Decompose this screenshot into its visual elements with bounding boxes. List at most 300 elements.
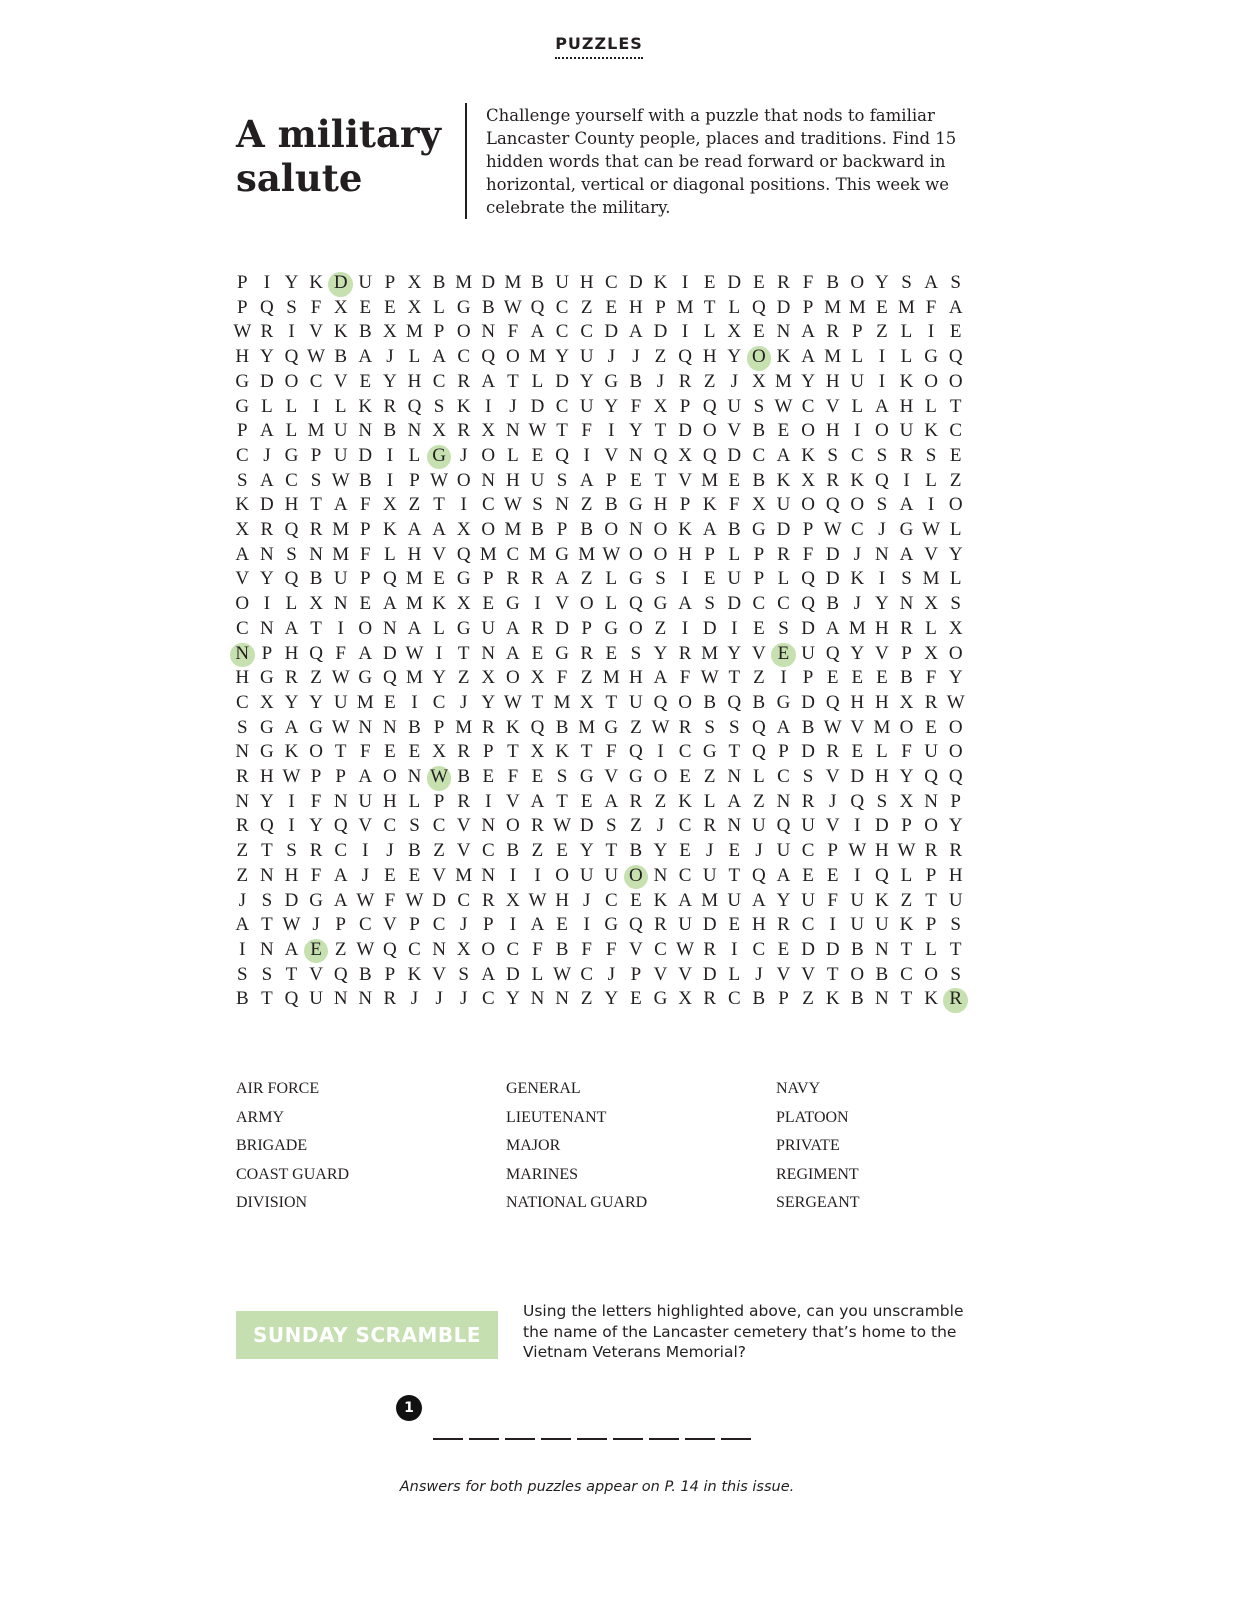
grid-letter: P bbox=[679, 494, 691, 516]
grid-letter: A bbox=[432, 519, 446, 540]
grid-letter: E bbox=[679, 766, 691, 787]
grid-letter: N bbox=[481, 321, 496, 343]
grid-letter: V bbox=[456, 840, 471, 862]
grid-letter: S bbox=[556, 469, 568, 491]
grid-letter: B bbox=[850, 988, 864, 1010]
grid-letter: D bbox=[702, 617, 717, 639]
grid-letter: C bbox=[432, 815, 446, 837]
grid-letter: O bbox=[924, 370, 938, 392]
grid-letter: H bbox=[875, 840, 889, 862]
grid-letter: T bbox=[334, 741, 347, 763]
grid-letter: D bbox=[702, 963, 717, 985]
grid-letter: L bbox=[728, 963, 741, 985]
grid-letter: Y bbox=[260, 346, 274, 368]
grid-letter: X bbox=[727, 321, 742, 343]
grid-letter: A bbox=[653, 667, 668, 689]
grid-letter: A bbox=[432, 346, 446, 368]
grid-letter: N bbox=[260, 938, 274, 960]
grid-letter: L bbox=[925, 617, 937, 639]
grid-letter: E bbox=[408, 741, 421, 763]
grid-letter: D bbox=[358, 444, 373, 466]
grid-letter: T bbox=[261, 840, 273, 862]
grid-letter: I bbox=[731, 617, 738, 639]
grid-letter: Q bbox=[260, 815, 274, 837]
grid-letter: O bbox=[948, 741, 963, 763]
grid-letter: R bbox=[678, 642, 692, 664]
grid-letter: P bbox=[950, 790, 961, 812]
grid-letter: O bbox=[629, 543, 643, 565]
grid-letter: I bbox=[263, 272, 271, 293]
word-list-column-1 bbox=[236, 1075, 349, 1218]
grid-letter: A bbox=[604, 790, 619, 812]
grid-letter: B bbox=[358, 963, 372, 985]
grid-letter: A bbox=[333, 494, 348, 516]
grid-letter: T bbox=[654, 469, 667, 491]
grid-letter: M bbox=[848, 617, 866, 639]
grid-letter: S bbox=[802, 766, 814, 787]
grid-letter: S bbox=[286, 840, 297, 862]
grid-letter: L bbox=[334, 395, 347, 417]
grid-letter: Z bbox=[531, 840, 544, 862]
grid-letter: E bbox=[630, 469, 642, 491]
grid-letter: Y bbox=[875, 272, 889, 293]
grid-letter: N bbox=[776, 790, 791, 812]
grid-letter: I bbox=[288, 815, 295, 837]
answer-blank[interactable] bbox=[541, 1438, 571, 1440]
answer-blank[interactable] bbox=[649, 1438, 679, 1440]
grid-letter: U bbox=[358, 790, 373, 812]
grid-letter: S bbox=[655, 568, 666, 590]
grid-letter: B bbox=[408, 840, 421, 862]
grid-letter: G bbox=[284, 444, 299, 466]
grid-letter: S bbox=[704, 716, 715, 738]
grid-letter: J bbox=[582, 889, 591, 911]
grid-letter: S bbox=[261, 889, 273, 911]
grid-letter: T bbox=[556, 420, 568, 442]
grid-letter: S bbox=[237, 469, 248, 491]
grid-letter: Z bbox=[457, 667, 470, 689]
grid-letter: Z bbox=[753, 790, 765, 812]
grid-letter: U bbox=[702, 864, 717, 886]
grid-letter: P bbox=[409, 914, 420, 936]
grid-letter: E bbox=[876, 296, 888, 318]
grid-letter: W bbox=[602, 543, 621, 565]
grid-letter: I bbox=[460, 494, 467, 516]
grid-letter: I bbox=[878, 370, 886, 392]
intro-text: Challenge yourself with a puzzle that nods to familiar Lancaster County people, places and traditions. Find 15 hidden words that can be read forward or backward in horizontal, vertical or diagonal positions. This week we celebrate the military. bbox=[486, 106, 957, 217]
answer-blank[interactable] bbox=[613, 1438, 643, 1440]
answer-blank[interactable] bbox=[505, 1438, 535, 1440]
grid-letter: V bbox=[629, 938, 643, 960]
grid-letter: I bbox=[731, 938, 738, 960]
grid-letter: Q bbox=[727, 691, 742, 713]
grid-letter: Y bbox=[284, 272, 299, 293]
grid-letter: S bbox=[753, 395, 765, 417]
grid-letter: Z bbox=[703, 370, 716, 392]
grid-letter: Q bbox=[801, 568, 815, 590]
grid-letter: C bbox=[604, 272, 618, 293]
grid-letter: D bbox=[776, 519, 791, 540]
grid-letter: K bbox=[776, 469, 791, 491]
grid-letter: A bbox=[899, 494, 914, 516]
grid-letter: N bbox=[899, 593, 914, 615]
grid-letter: U bbox=[579, 395, 594, 417]
grid-letter: M bbox=[873, 716, 891, 738]
grid-letter: Q bbox=[481, 346, 496, 368]
grid-letter: C bbox=[604, 889, 618, 911]
grid-letter: J bbox=[828, 790, 837, 812]
grid-letter: T bbox=[310, 494, 322, 516]
grid-letter: R bbox=[777, 543, 790, 565]
grid-letter: O bbox=[924, 815, 938, 837]
grid-letter: E bbox=[949, 444, 962, 466]
grid-letter: I bbox=[583, 444, 590, 466]
grid-letter: J bbox=[459, 988, 468, 1010]
grid-letter: M bbox=[504, 272, 522, 293]
grid-letter: U bbox=[727, 395, 742, 417]
grid-letter: C bbox=[285, 469, 298, 491]
grid-letter: U bbox=[629, 691, 643, 713]
grid-letter: J bbox=[386, 840, 394, 862]
grid-letter: L bbox=[777, 568, 790, 590]
grid-letter: L bbox=[408, 790, 421, 812]
grid-letter: V bbox=[604, 766, 619, 787]
grid-letter: N bbox=[407, 420, 422, 442]
grid-letter: V bbox=[506, 790, 520, 812]
grid-letter: O bbox=[850, 494, 865, 516]
grid-letter: P bbox=[802, 667, 814, 689]
grid-letter: R bbox=[481, 716, 495, 738]
grid-letter: F bbox=[335, 642, 346, 664]
grid-letter: G bbox=[776, 691, 791, 713]
grid-letter: G bbox=[604, 716, 619, 738]
grid-letter: V bbox=[678, 469, 692, 491]
grid-letter: R bbox=[678, 716, 692, 738]
grid-letter: J bbox=[509, 395, 517, 417]
grid-letter: J bbox=[853, 593, 861, 615]
grid-letter: Z bbox=[630, 815, 642, 837]
grid-letter: F bbox=[384, 889, 396, 911]
grid-letter: F bbox=[802, 543, 814, 565]
grid-letter: G bbox=[555, 543, 569, 565]
answer-blank[interactable] bbox=[469, 1438, 499, 1440]
grid-letter: F bbox=[360, 543, 371, 565]
grid-letter: I bbox=[534, 593, 541, 615]
grid-letter: T bbox=[605, 691, 618, 713]
grid-letter: R bbox=[309, 840, 323, 862]
grid-letter: K bbox=[407, 963, 422, 985]
grid-letter: P bbox=[409, 469, 420, 491]
grid-letter: Q bbox=[752, 296, 766, 318]
grid-letter: A bbox=[579, 469, 594, 491]
grid-letter: P bbox=[581, 617, 592, 639]
grid-letter: X bbox=[899, 790, 914, 812]
grid-letter: X bbox=[579, 691, 594, 713]
grid-letter: T bbox=[580, 741, 593, 763]
grid-letter: P bbox=[433, 790, 445, 812]
word-list-item: PRIVATE bbox=[776, 1137, 840, 1154]
word-list-column-2 bbox=[506, 1075, 647, 1218]
grid-letter: B bbox=[531, 272, 544, 293]
grid-letter: S bbox=[409, 815, 420, 837]
grid-letter: B bbox=[752, 988, 766, 1010]
grid-letter: R bbox=[260, 321, 274, 343]
grid-letter: O bbox=[629, 617, 643, 639]
grid-letter: P bbox=[827, 840, 838, 862]
grid-letter: X bbox=[678, 444, 692, 466]
grid-letter: D bbox=[629, 272, 643, 293]
grid-letter: A bbox=[530, 914, 545, 936]
grid-letter: G bbox=[653, 988, 668, 1010]
word-list-item: MAJOR bbox=[506, 1137, 561, 1154]
answer-blank[interactable] bbox=[721, 1438, 751, 1440]
grid-letter: E bbox=[851, 741, 864, 763]
grid-letter: J bbox=[263, 444, 271, 466]
grid-letter: E bbox=[802, 864, 814, 886]
grid-letter: T bbox=[949, 395, 962, 417]
grid-letter: W bbox=[946, 691, 965, 713]
grid-letter: N bbox=[358, 420, 373, 442]
grid-letter-highlighted: O bbox=[624, 865, 649, 890]
grid-letter: B bbox=[752, 420, 766, 442]
grid-letter: U bbox=[875, 914, 889, 936]
grid-letter: S bbox=[729, 716, 740, 738]
grid-letter: V bbox=[875, 642, 889, 664]
grid-letter: J bbox=[410, 988, 419, 1010]
grid-letter: K bbox=[924, 988, 938, 1010]
grid-letter: F bbox=[532, 938, 543, 960]
grid-letter: D bbox=[825, 938, 840, 960]
grid-letter: P bbox=[237, 420, 248, 442]
grid-letter: N bbox=[235, 790, 250, 812]
grid-letter: C bbox=[949, 420, 963, 442]
grid-letter: C bbox=[678, 815, 692, 837]
grid-letter: I bbox=[681, 272, 689, 293]
grid-letter: W bbox=[233, 321, 252, 343]
grid-letter: N bbox=[333, 790, 348, 812]
grid-letter: K bbox=[678, 790, 692, 812]
grid-letter: O bbox=[555, 864, 569, 886]
grid-letter: K bbox=[653, 272, 668, 293]
grid-letter: R bbox=[801, 790, 815, 812]
grid-letter: I bbox=[386, 444, 394, 466]
grid-letter: U bbox=[309, 988, 323, 1010]
grid-letter: W bbox=[528, 420, 547, 442]
grid-letter: D bbox=[801, 741, 815, 763]
grid-letter: I bbox=[780, 667, 787, 689]
grid-letter: B bbox=[334, 346, 348, 368]
grid-letter: N bbox=[333, 593, 348, 615]
grid-letter: Y bbox=[653, 840, 668, 862]
grid-letter: V bbox=[333, 370, 348, 392]
grid-letter: O bbox=[801, 420, 815, 442]
grid-letter: I bbox=[534, 864, 541, 886]
grid-letter: R bbox=[457, 420, 471, 442]
grid-letter: U bbox=[776, 494, 791, 516]
grid-letter: Y bbox=[948, 815, 963, 837]
grid-letter: M bbox=[479, 543, 497, 565]
grid-letter: Q bbox=[555, 444, 569, 466]
grid-letter: Y bbox=[506, 988, 520, 1010]
grid-letter: B bbox=[408, 716, 421, 738]
grid-letter: Q bbox=[456, 543, 471, 565]
grid-letter: I bbox=[485, 790, 492, 812]
grid-letter: U bbox=[948, 889, 963, 911]
grid-letter: C bbox=[555, 296, 569, 318]
grid-letter: P bbox=[483, 914, 494, 936]
grid-letter: G bbox=[260, 741, 274, 763]
grid-letter: P bbox=[310, 444, 322, 466]
answer-blank[interactable] bbox=[433, 1438, 463, 1440]
grid-letter: R bbox=[703, 938, 717, 960]
grid-letter: V bbox=[383, 914, 397, 936]
grid-letter: D bbox=[776, 296, 791, 318]
grid-letter: B bbox=[457, 766, 471, 787]
grid-letter: V bbox=[432, 963, 446, 985]
grid-letter: P bbox=[852, 321, 863, 343]
grid-letter: F bbox=[606, 741, 617, 763]
answer-blank[interactable] bbox=[685, 1438, 715, 1440]
grid-letter: B bbox=[309, 568, 323, 590]
grid-letter: C bbox=[432, 914, 446, 936]
grid-letter: R bbox=[900, 617, 913, 639]
grid-letter: M bbox=[504, 519, 522, 540]
grid-letter: Z bbox=[802, 988, 814, 1010]
grid-letter: J bbox=[705, 840, 714, 862]
grid-letter: Z bbox=[876, 321, 888, 343]
grid-letter: D bbox=[284, 889, 299, 911]
grid-letter: Z bbox=[703, 766, 716, 787]
grid-letter: I bbox=[312, 395, 320, 417]
grid-letter: E bbox=[359, 370, 372, 392]
grid-letter: Q bbox=[407, 395, 422, 417]
grid-letter: D bbox=[875, 815, 889, 837]
grid-letter: D bbox=[850, 766, 865, 787]
grid-letter: E bbox=[679, 840, 691, 862]
grid-letter: F bbox=[606, 938, 617, 960]
grid-letter: U bbox=[850, 889, 865, 911]
grid-letter: T bbox=[285, 963, 298, 985]
grid-letter: L bbox=[384, 543, 396, 565]
grid-letter: L bbox=[876, 741, 888, 763]
grid-letter: U bbox=[358, 272, 373, 293]
grid-letter: I bbox=[927, 494, 935, 516]
grid-letter: U bbox=[924, 741, 938, 763]
grid-letter: N bbox=[407, 766, 422, 787]
grid-letter: T bbox=[261, 914, 273, 936]
grid-letter: N bbox=[333, 988, 348, 1010]
grid-letter: Y bbox=[948, 543, 963, 565]
grid-letter: P bbox=[753, 543, 765, 565]
grid-letter: A bbox=[776, 864, 791, 886]
grid-letter: N bbox=[260, 864, 274, 886]
grid-letter: E bbox=[703, 568, 716, 590]
grid-letter: V bbox=[432, 543, 446, 565]
grid-letter: B bbox=[506, 840, 520, 862]
grid-letter: N bbox=[481, 469, 496, 491]
grid-letter: N bbox=[358, 716, 373, 738]
grid-letter: W bbox=[405, 889, 424, 911]
grid-letter: G bbox=[456, 617, 471, 639]
grid-letter: H bbox=[678, 543, 692, 565]
grid-letter: K bbox=[506, 716, 520, 738]
grid-letter: P bbox=[360, 568, 371, 590]
grid-letter: N bbox=[875, 988, 889, 1010]
grid-letter: M bbox=[406, 321, 423, 343]
word-list-item: ARMY bbox=[236, 1108, 285, 1126]
grid-letter: M bbox=[676, 296, 694, 318]
grid-letter: F bbox=[310, 790, 322, 812]
grid-letter: B bbox=[432, 272, 446, 293]
grid-letter: M bbox=[578, 716, 596, 738]
grid-letter: P bbox=[655, 296, 666, 318]
grid-letter: E bbox=[777, 420, 790, 442]
grid-letter: E bbox=[728, 469, 741, 491]
grid-letter: R bbox=[924, 691, 938, 713]
grid-letter: C bbox=[235, 691, 249, 713]
grid-letter: C bbox=[580, 963, 594, 985]
grid-letter: M bbox=[307, 420, 325, 442]
grid-letter-highlighted: E bbox=[771, 643, 796, 668]
grid-letter: C bbox=[752, 593, 766, 615]
grid-letter: K bbox=[678, 519, 692, 540]
grid-letter: P bbox=[483, 568, 494, 590]
grid-letter: T bbox=[310, 617, 322, 639]
grid-letter-highlighted: N bbox=[230, 643, 255, 668]
grid-letter: K bbox=[358, 395, 373, 417]
grid-letter: V bbox=[776, 963, 791, 985]
grid-letter: I bbox=[681, 568, 689, 590]
grid-letter: M bbox=[553, 691, 571, 713]
grid-letter: D bbox=[678, 420, 692, 442]
grid-letter: C bbox=[432, 691, 446, 713]
grid-letter: S bbox=[950, 963, 961, 985]
grid-letter: E bbox=[482, 766, 495, 787]
section-label bbox=[0, 34, 1198, 59]
grid-letter: O bbox=[506, 815, 520, 837]
grid-letter: K bbox=[284, 741, 299, 763]
grid-letter: V bbox=[456, 815, 471, 837]
grid-letter: I bbox=[657, 741, 664, 763]
grid-letter: Q bbox=[825, 494, 840, 516]
grid-letter: O bbox=[948, 370, 963, 392]
grid-letter: C bbox=[457, 346, 471, 368]
grid-letter: W bbox=[823, 519, 842, 540]
grid-letter: W bbox=[897, 840, 916, 862]
answer-blank[interactable] bbox=[577, 1438, 607, 1440]
grid-letter: B bbox=[875, 963, 889, 985]
grid-letter: I bbox=[485, 395, 492, 417]
grid-letter: B bbox=[850, 938, 864, 960]
grid-letter: C bbox=[777, 593, 790, 615]
grid-letter: E bbox=[605, 642, 618, 664]
grid-letter: C bbox=[555, 321, 569, 343]
grid-letter: G bbox=[629, 494, 643, 516]
grid-letter: N bbox=[875, 543, 889, 565]
grid-letter: G bbox=[604, 914, 619, 936]
grid-letter: A bbox=[333, 864, 348, 886]
grid-letter: G bbox=[604, 370, 619, 392]
scramble-prompt: Using the letters highlighted above, can you unscramble the name of the Lancaster cemetery that’s home to the Vietnam Veterans Memorial? bbox=[523, 1302, 964, 1361]
grid-letter: Q bbox=[678, 346, 692, 368]
grid-letter: G bbox=[702, 741, 717, 763]
grid-letter: B bbox=[752, 469, 766, 491]
grid-letter: C bbox=[850, 444, 864, 466]
grid-letter: A bbox=[333, 889, 348, 911]
grid-letter: H bbox=[825, 370, 840, 392]
grid-letter: B bbox=[826, 593, 840, 615]
grid-letter: X bbox=[383, 321, 397, 343]
